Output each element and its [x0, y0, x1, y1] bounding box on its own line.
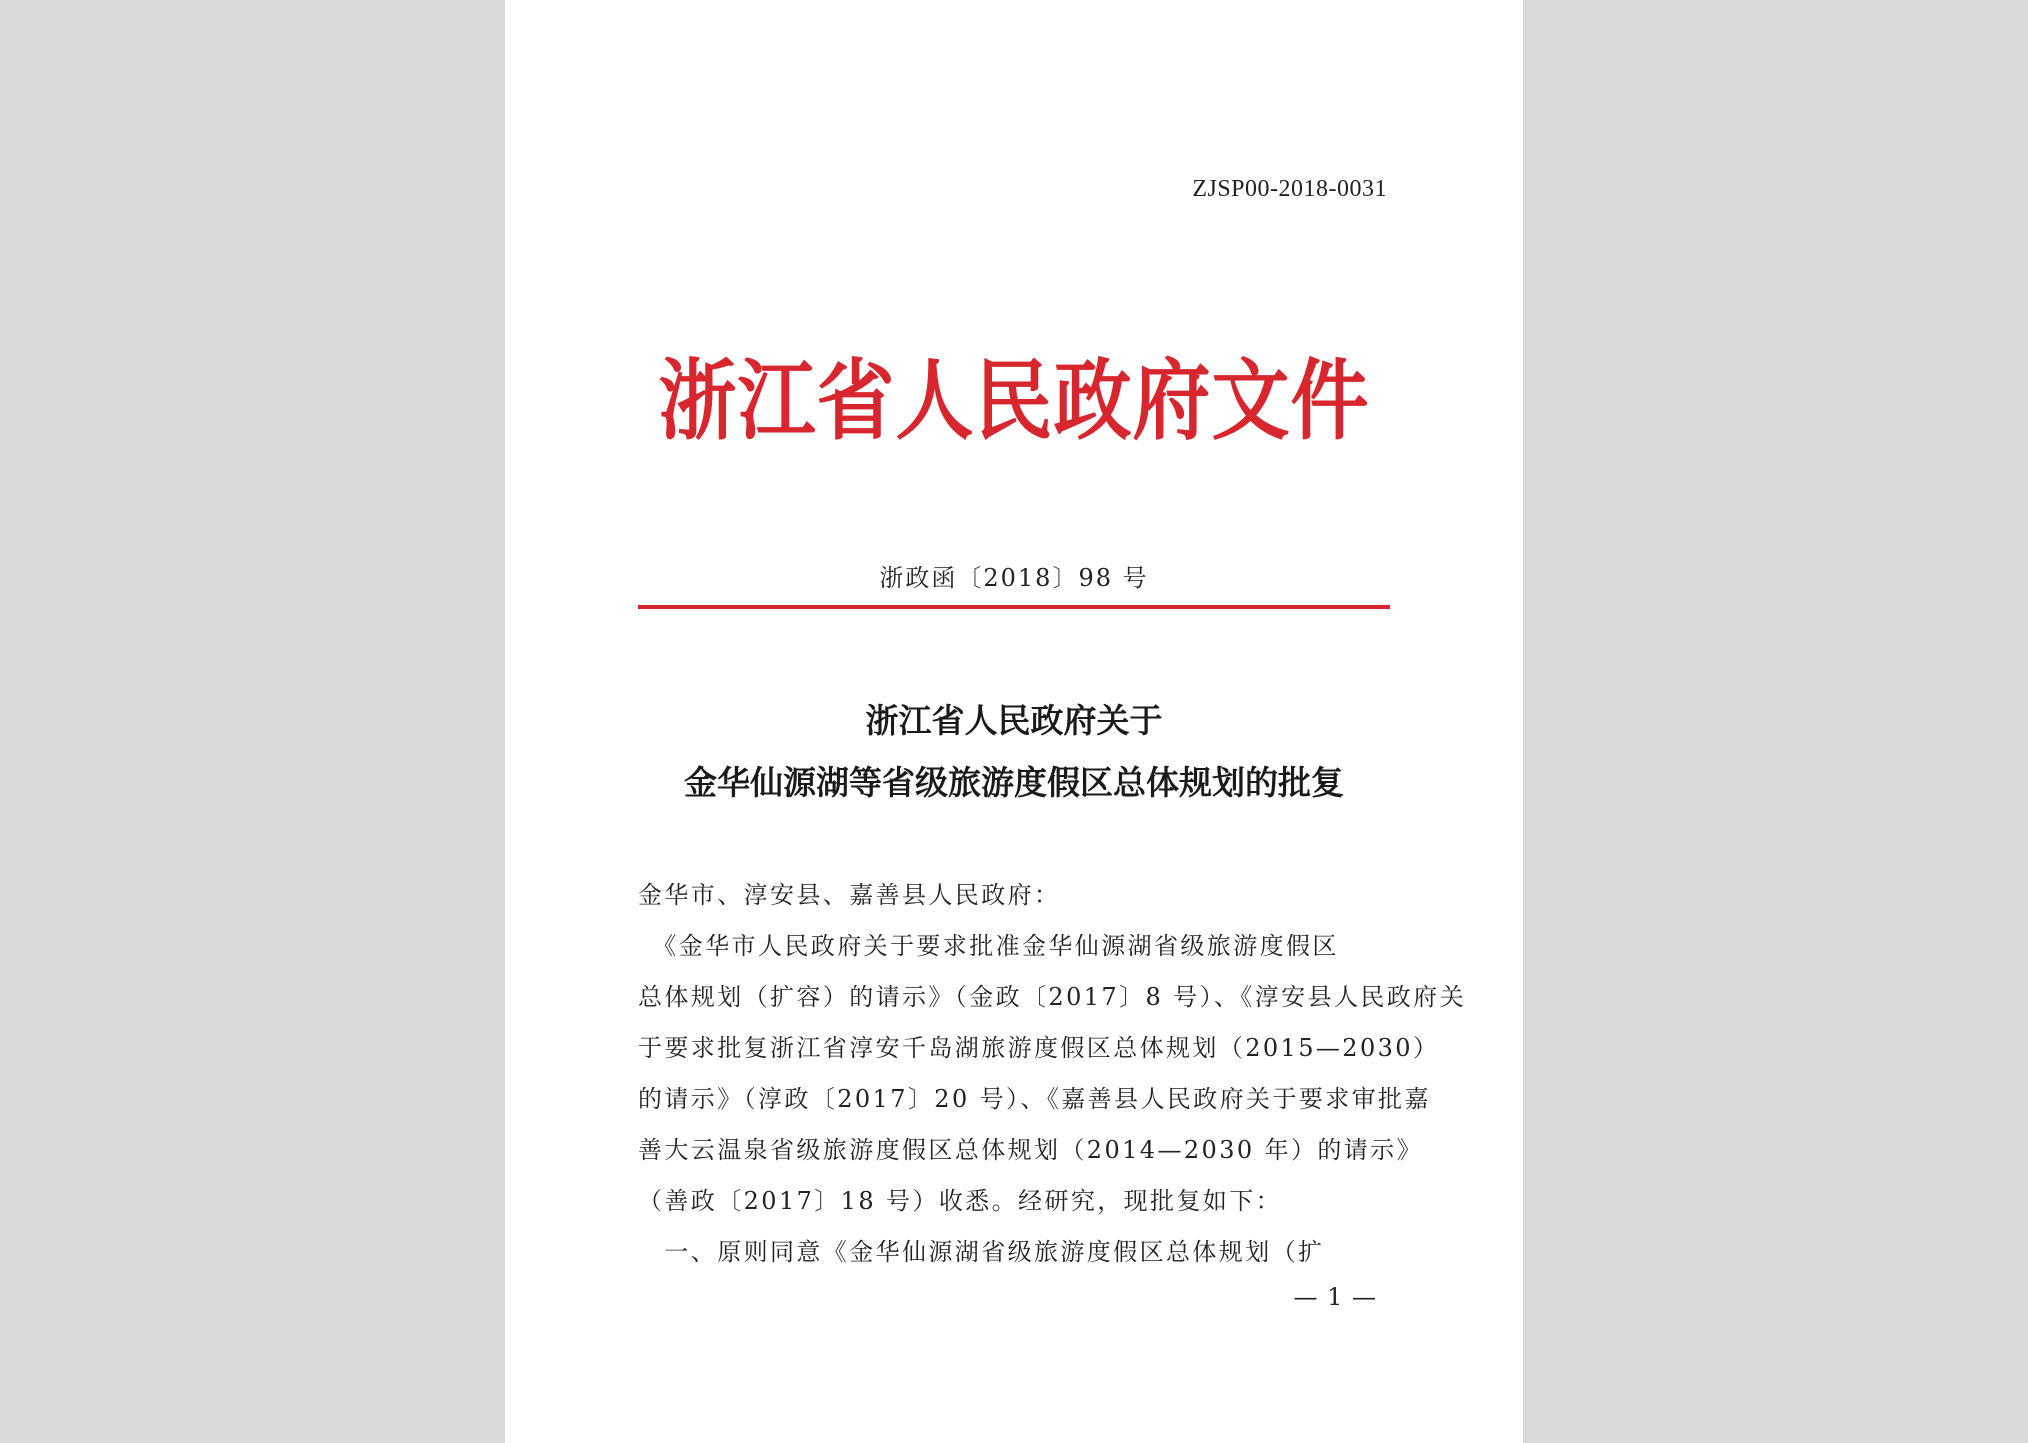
body-line: 一、原则同意《金华仙源湖省级旅游度假区总体规划（扩 — [638, 1238, 1325, 1266]
issuer-header-text: 浙江省人民政府文件 — [658, 350, 1370, 453]
document-title — [505, 690, 1523, 814]
issuer-header — [505, 338, 1523, 453]
document-page — [505, 0, 1523, 1443]
document-number: 浙政函〔2018〕98 号 — [879, 564, 1149, 592]
body-line: 善大云温泉省级旅游度假区总体规划（2014—2030 年）的请示》 — [638, 1136, 1423, 1164]
title-line: 金华仙源湖等省级旅游度假区总体规划的批复 — [684, 763, 1344, 802]
document-body — [638, 875, 1466, 1283]
body-line: 于要求批复浙江省淳安千岛湖旅游度假区总体规划（2015—2030） — [638, 1034, 1440, 1062]
body-line: （善政〔2017〕18 号）收悉。经研究，现批复如下： — [638, 1187, 1283, 1215]
body-line: 总体规划（扩容）的请示》（金政〔2017〕8 号）、《淳安县人民政府关 — [638, 983, 1466, 1011]
body-line: 《金华市人民政府关于要求批准金华仙源湖省级旅游度假区 — [638, 932, 1339, 960]
document-code: ZJSP00-2018-0031 — [1192, 176, 1387, 202]
body-line-salutation: 金华市、淳安县、嘉善县人民政府： — [638, 881, 1061, 909]
page-number: — 1 — — [1293, 1283, 1377, 1311]
red-separator-line — [638, 605, 1390, 609]
body-line: 的请示》（淳政〔2017〕20 号）、《嘉善县人民政府关于要求审批嘉 — [638, 1085, 1431, 1113]
title-line: 浙江省人民政府关于 — [865, 701, 1163, 740]
